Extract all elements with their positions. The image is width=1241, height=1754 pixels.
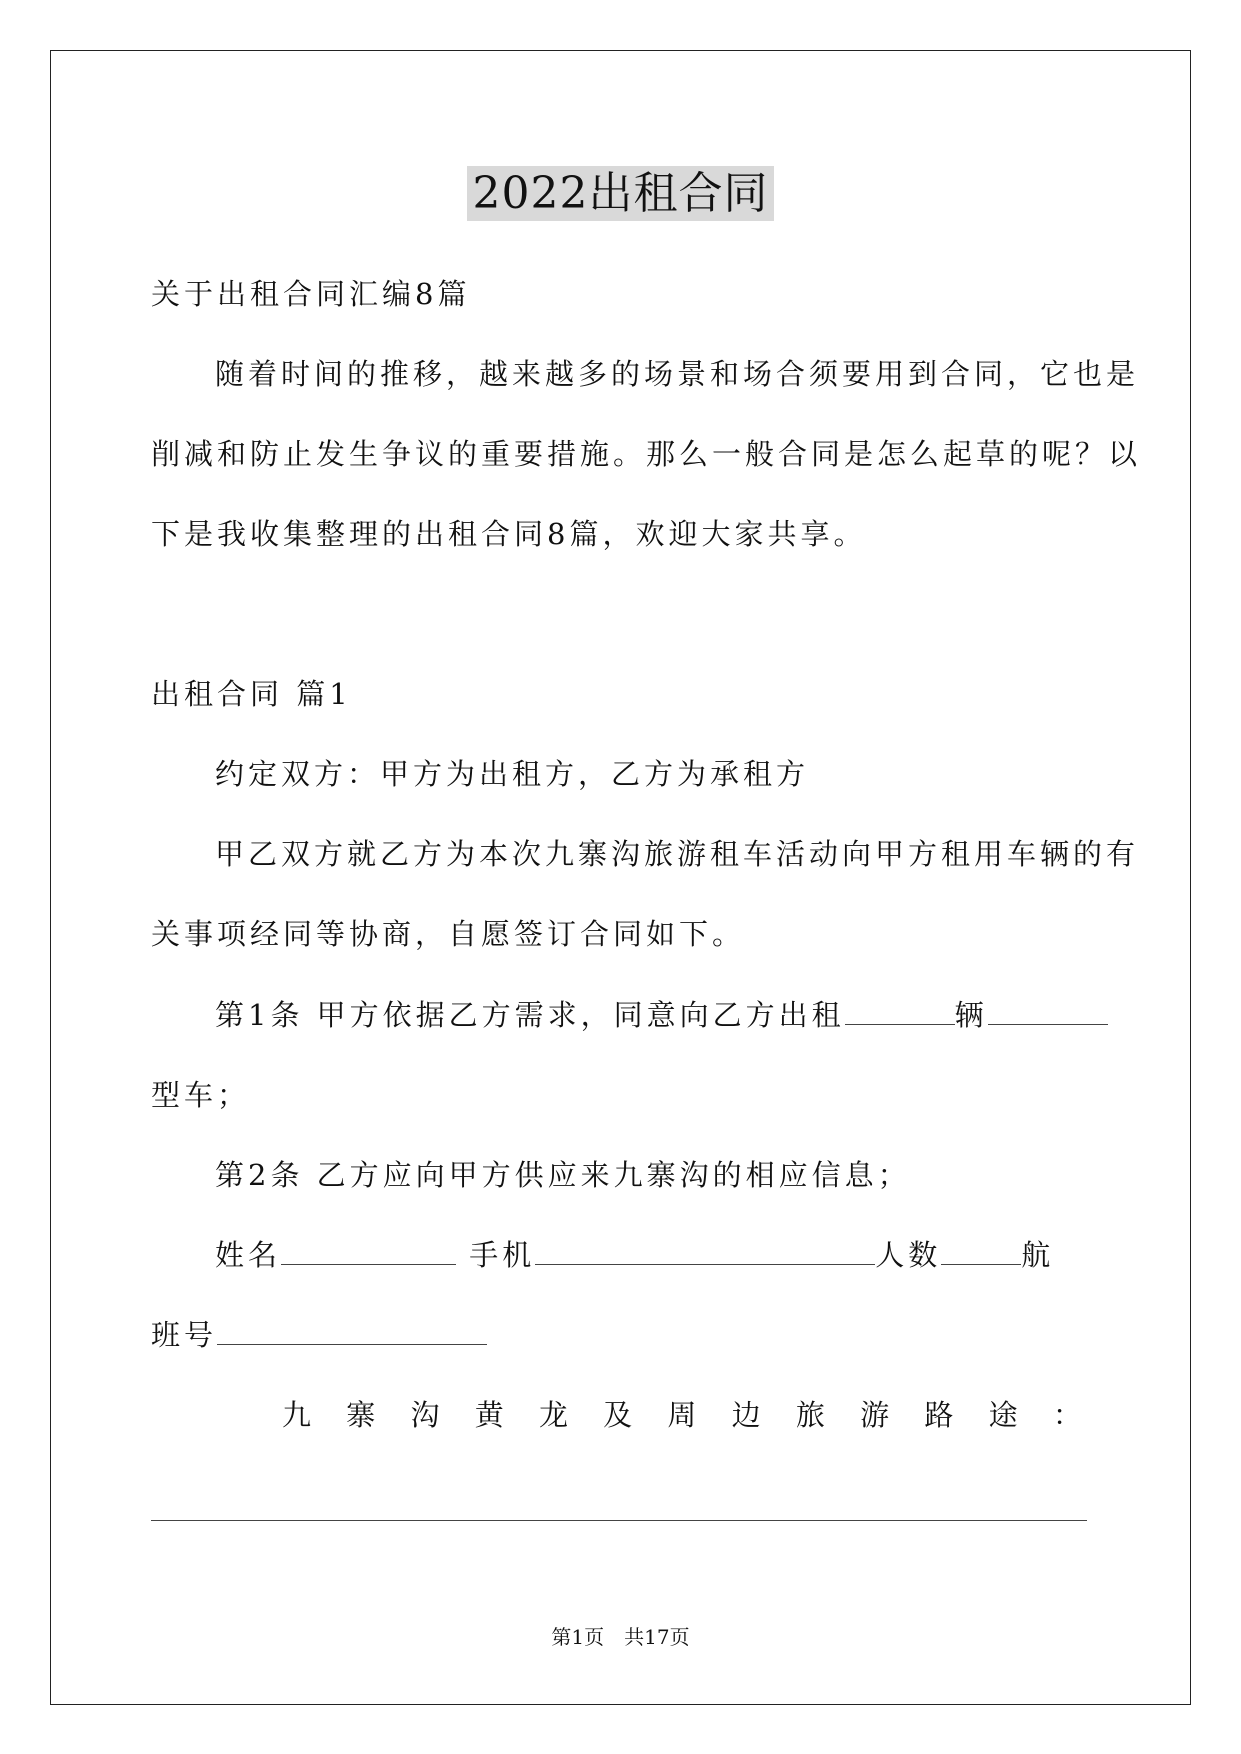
route-char: 周 xyxy=(667,1398,697,1432)
article-1-text: 第1条 甲方依据乙方需求，同意向乙方出租 xyxy=(215,998,845,1032)
paragraph-1-line-2: 关事项经同等协商，自愿签订合同如下。 xyxy=(151,917,746,951)
route-char: 旅 xyxy=(795,1398,825,1432)
phone-blank[interactable] xyxy=(535,1240,875,1265)
vehicle-model-blank[interactable] xyxy=(988,1000,1108,1025)
intro-line-3: 下是我收集整理的出租合同8篇，欢迎大家共享。 xyxy=(151,517,867,551)
subtitle: 关于出租合同汇编8篇 xyxy=(151,277,471,311)
flight-blank[interactable] xyxy=(217,1320,487,1345)
route-char: 龙 xyxy=(538,1398,568,1432)
article-1-unit: 辆 xyxy=(954,998,988,1032)
route-line xyxy=(282,1393,1082,1434)
route-char: 黄 xyxy=(474,1398,504,1432)
route-char: 途 xyxy=(988,1398,1018,1432)
name-label: 姓名 xyxy=(215,1238,282,1272)
route-char: 寨 xyxy=(346,1398,376,1432)
count-label: 人数 xyxy=(875,1238,942,1272)
paragraph-1-line-1: 甲乙双方就乙方为本次九寨沟旅游租车活动向甲方租用车辆的有 xyxy=(215,837,1140,871)
route-char: 游 xyxy=(860,1398,890,1432)
page-footer: 第1页 共17页 xyxy=(551,1625,690,1649)
phone-label: 手机 xyxy=(469,1238,536,1272)
count-blank[interactable] xyxy=(941,1240,1021,1265)
name-blank[interactable] xyxy=(281,1240,456,1265)
route-blank-line[interactable] xyxy=(151,1520,1087,1521)
route-char: ： xyxy=(1052,1398,1082,1432)
info-fields-line xyxy=(215,1233,1054,1274)
flight-line xyxy=(151,1313,487,1354)
flight-label-start: 航 xyxy=(1021,1238,1055,1272)
article-1-line-2: 型车； xyxy=(151,1078,251,1112)
route-char: 路 xyxy=(924,1398,954,1432)
route-char: 沟 xyxy=(410,1398,440,1432)
route-char: 及 xyxy=(603,1398,633,1432)
intro-line-2: 削减和防止发生争议的重要措施。那么一般合同是怎么起草的呢？以 xyxy=(151,437,1142,471)
document-title-text: 2022出租合同 xyxy=(467,166,775,221)
article-1-line-1 xyxy=(215,993,1108,1034)
route-char: 边 xyxy=(731,1398,761,1432)
intro-line-1: 随着时间的推移，越来越多的场景和场合须要用到合同，它也是 xyxy=(215,357,1140,391)
route-char: 九 xyxy=(282,1398,312,1432)
document-title xyxy=(0,157,1241,221)
agreement-line: 约定双方：甲方为出租方，乙方为承租方 xyxy=(215,757,810,791)
vehicle-count-blank[interactable] xyxy=(845,1000,955,1025)
section-heading: 出租合同 篇1 xyxy=(151,677,352,711)
flight-label-end: 班号 xyxy=(151,1318,218,1352)
article-2-line: 第2条 乙方应向甲方供应来九寨沟的相应信息； xyxy=(215,1158,911,1192)
